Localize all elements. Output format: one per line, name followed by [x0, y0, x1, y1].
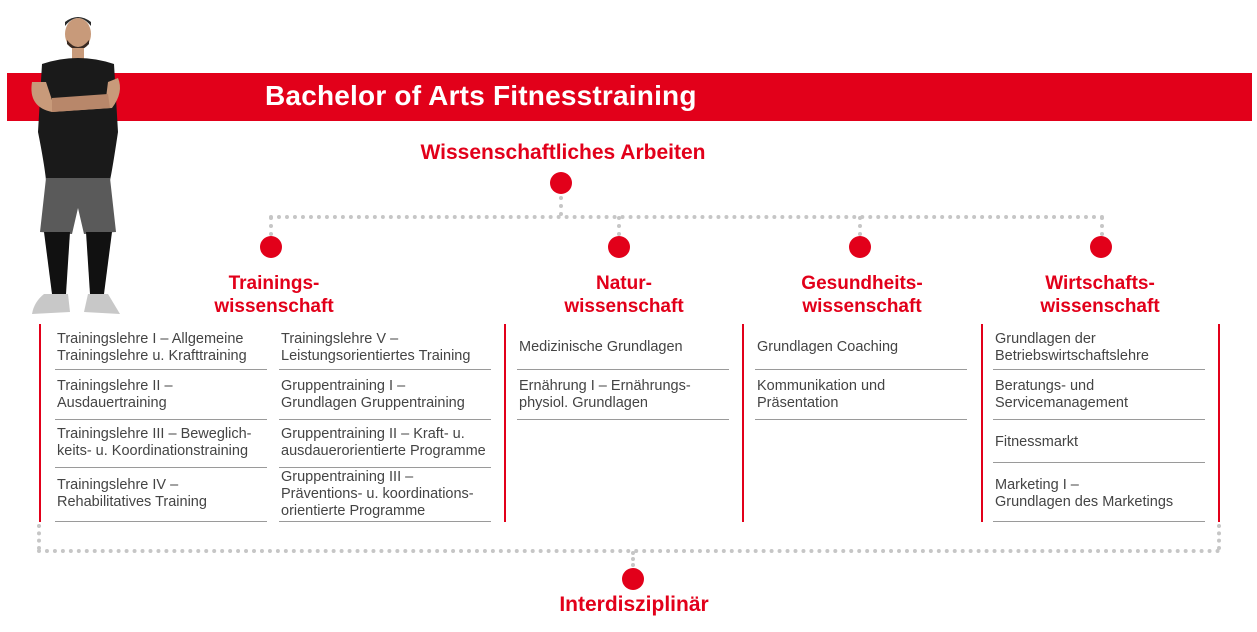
column-dot-3 [849, 236, 871, 258]
list-item: Trainingslehre IV – Rehabilitatives Training [55, 477, 267, 522]
column-heading-wirtschaftswissenschaft: Wirtschafts- wissenschaft [1040, 273, 1160, 317]
list-item: Trainingslehre V – Leistungsorientiertes Training [279, 331, 491, 370]
bottom-drop-right [1217, 524, 1221, 550]
column-dot-4 [1090, 236, 1112, 258]
branch-drop-2 [617, 216, 621, 236]
branch-line [269, 215, 1105, 219]
list-item: Gruppentraining I – Grundlagen Gruppentraining [279, 378, 491, 420]
branch-drop-1 [269, 216, 273, 236]
list-item: Gruppentraining III – Präventions- u. koordinations- orientierte Programme [279, 469, 491, 522]
column-dot-2 [608, 236, 630, 258]
list-item: Kommunikation und Präsentation [755, 378, 967, 420]
list-item: Trainingslehre I – Allgemeine Trainingslehre u. Krafttraining [55, 331, 267, 370]
column-divider [742, 324, 744, 522]
branch-drop-4 [1100, 216, 1104, 236]
list-item: Ernährung I – Ernährungs- physiol. Grundlagen [517, 378, 729, 420]
list-item: Beratungs- und Servicemanagement [993, 378, 1205, 420]
list-item: Grundlagen der Betriebswirtschaftslehre [993, 331, 1205, 370]
top-node-dot [550, 172, 572, 194]
list-item: Marketing I – Grundlagen des Marketings [993, 477, 1205, 522]
top-connector [559, 196, 563, 216]
column-divider [39, 324, 41, 522]
column-heading-gesundheitswissenschaft: Gesundheits- wissenschaft [801, 273, 923, 317]
trainer-image [22, 12, 132, 318]
bottom-line [37, 549, 1221, 553]
bottom-node-label: Interdisziplinär [559, 593, 709, 616]
branch-drop-3 [858, 216, 862, 236]
list-item: Trainingslehre III – Beweglich- keits- u. Koordinationstraining [55, 426, 267, 468]
top-node-label: Wissenschaftliches Arbeiten [420, 141, 706, 164]
column-divider [1218, 324, 1220, 522]
page-title: Bachelor of Arts Fitnesstraining [265, 80, 697, 111]
list-item: Medizinische Grundlagen [517, 339, 729, 370]
column-heading-trainingswissenschaft: Trainings- wissenschaft [214, 273, 334, 317]
column-divider [504, 324, 506, 522]
bottom-connector [631, 551, 635, 567]
list-item: Fitnessmarkt [993, 434, 1205, 463]
list-item: Trainingslehre II – Ausdauertraining [55, 378, 267, 420]
bottom-drop-left [37, 524, 41, 550]
column-dot-1 [260, 236, 282, 258]
column-heading-naturwissenschaft: Natur- wissenschaft [564, 273, 684, 317]
list-item: Grundlagen Coaching [755, 339, 967, 370]
column-divider [981, 324, 983, 522]
bottom-node-dot [622, 568, 644, 590]
list-item: Gruppentraining II – Kraft- u. ausdauerorientierte Programme [279, 426, 491, 468]
